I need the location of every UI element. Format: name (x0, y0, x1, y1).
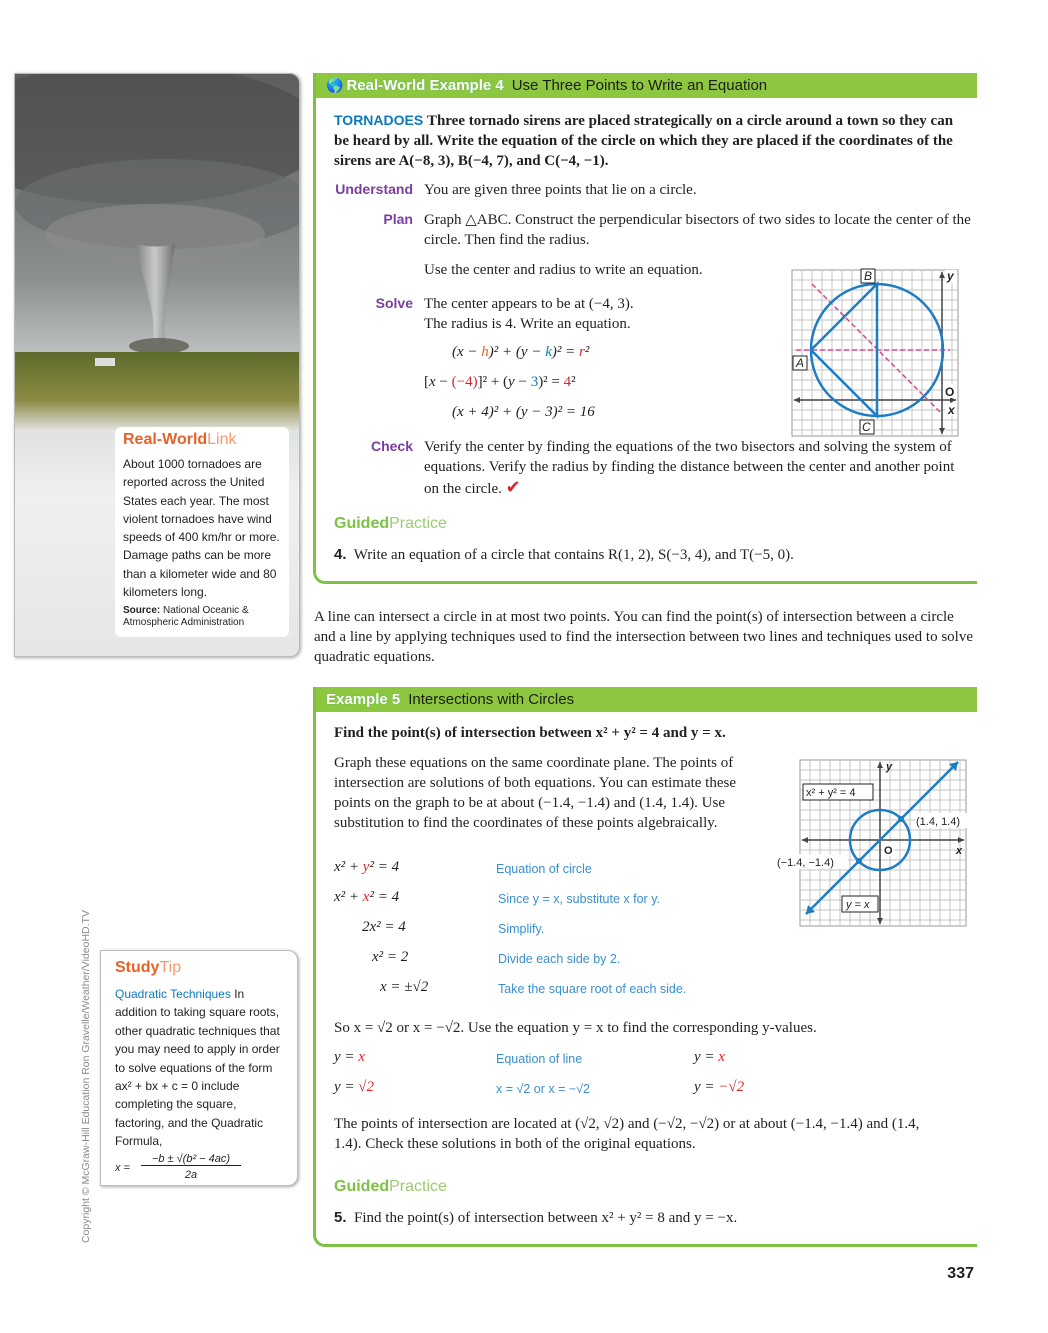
plan-label: Plan (383, 211, 413, 227)
example-5-title: Intersections with Circles (408, 691, 575, 708)
x-axis-label-5: x (956, 845, 963, 857)
example-4-title: Use Three Points to Write an Equation (511, 77, 768, 94)
quadratic-formula (115, 1153, 287, 1183)
origin-label: O (945, 385, 955, 399)
example-5-problem: Find the point(s) of intersection between x² + y² = 4 and y = x. (334, 725, 726, 741)
example-4-problem (334, 110, 964, 171)
gp-number: 4. (334, 546, 347, 563)
study-tip-box (100, 950, 298, 1186)
y-axis-label-5: y (886, 761, 893, 773)
step-3-eq: 2x² = 4 (362, 919, 406, 935)
formula-numerator: −b ± √(b² − 4ac) (141, 1153, 241, 1166)
equation-result: (x + 4)² + (y − 3)² = 16 (452, 404, 595, 420)
real-world-link-box (115, 427, 289, 637)
title-bold: Real-World (123, 431, 208, 448)
plan-text-1: Graph △ABC. Construct the perpendicular bisectors of two sides to locate the center of the circle. Then find the radius. (424, 212, 971, 248)
equation-general: (x − h)² + (y − k)² = r² (452, 344, 590, 360)
study-tip-heading: Quadratic Techniques (115, 987, 231, 1001)
study-tip-title (115, 959, 287, 977)
point-1-label: (1.4, 1.4) (916, 816, 961, 828)
check-label: Check (370, 438, 413, 454)
step-3-note: Simplify. (498, 922, 545, 936)
step-1-eq: x² + y² = 4 (334, 859, 400, 875)
line-eq-right-1: y = x (694, 1049, 725, 1065)
step-5-note: Take the square root of each side. (498, 982, 687, 996)
plan-text-2: Use the center and radius to write an equation. (424, 262, 703, 278)
step-5-eq: x = ±√2 (380, 979, 429, 995)
real-world-link-body: About 1000 tornadoes are reported across the United States each year. The most violent tornadoes have wind speeds of 400 km/hr or more. Damage paths can be more than a kilometer wide and 80 kilometers long. (123, 457, 280, 600)
solve-text-1: The center appears to be at (−4, 3). (424, 296, 634, 312)
example-5-graph (776, 758, 970, 928)
point-c-label: C (862, 420, 871, 434)
title-light: Link (207, 431, 237, 448)
intro-paragraph: A line can intersect a circle in at most two points. You can find the point(s) of intersection between a circle and a line by applying techniques used to find the intersection between two lines and techniques used to solve quadratic equations. (314, 609, 974, 665)
example-5-label: Example 5 (326, 691, 401, 708)
point-a-label: A (796, 356, 805, 370)
x-axis-label: x (948, 403, 955, 417)
example-4-label: Real-World Example 4 (346, 77, 504, 94)
step-2-eq: x² + x² = 4 (334, 889, 400, 905)
study-tip-body (115, 985, 287, 1151)
line-note-1: Equation of line (496, 1052, 583, 1066)
understand-label: Understand (335, 181, 413, 197)
solve-text-2: The radius is 4. Write an equation. (424, 316, 631, 332)
origin-label-5: O (884, 845, 893, 857)
real-world-link-source (123, 605, 281, 629)
example-4-graph (790, 268, 962, 440)
source-label: Source: (123, 605, 161, 617)
example-5-header (316, 687, 977, 712)
check-body: Verify the center by finding the equations of the two bisectors and solving the system of equations. Verify the radius by finding the distance between the center and another point on the circle. (424, 439, 955, 497)
formula-denominator: 2a (184, 1168, 198, 1181)
step-2-note: Since y = x, substitute x for y. (498, 892, 660, 906)
st-light: Tip (159, 959, 182, 976)
st-bold: Study (115, 959, 160, 976)
point-2-label: (−1.4, −1.4) (777, 857, 834, 869)
s2-data (399, 889, 400, 890)
gp-bold: Guided (334, 515, 390, 532)
guided-practice-5 (334, 1208, 964, 1228)
guided-practice-4 (334, 545, 964, 565)
check-text (424, 437, 959, 499)
y-axis-label: y (947, 269, 954, 283)
step-4-eq: x² = 2 (372, 949, 409, 965)
example-4-header (316, 73, 977, 98)
point-b-label: B (864, 269, 873, 283)
gp5-light: Practice (389, 1178, 447, 1195)
step-4-note: Divide each side by 2. (498, 952, 621, 966)
gp-light: Practice (389, 515, 447, 532)
step-1-note: Equation of circle (496, 862, 592, 876)
understand-text: You are given three points that lie on a circle. (424, 182, 697, 198)
guided-practice-5-title (334, 1178, 447, 1196)
line-eq-right-2: y = −√2 (694, 1079, 745, 1095)
solve-label: Solve (375, 295, 413, 311)
study-tip-text: In addition to taking square roots, other quadratic techniques that you may need to apply in order to solve equations of the form ax² + bx + c = 0 include completing the square, factoring, and the Quadratic Formula, (115, 987, 280, 1149)
circle-label: x² + y² = 4 (806, 787, 856, 799)
so-text: So x = √2 or x = −√2. Use the equation y = x to find the corresponding y-values. (334, 1020, 817, 1036)
line-label: y = x (846, 899, 870, 911)
example-5-graph-text: Graph these equations on the same coordinate plane. The points of intersection are solutions of both equations. You can estimate these points on the graph to be at about (−1.4, −1.4) and (1.4, 1.4). Use substitution to find the coordinates of these points algebraically. (334, 755, 737, 831)
guided-practice-4-title (334, 515, 447, 533)
gp5-bold: Guided (334, 1178, 390, 1195)
gp5-text: Find the point(s) of intersection between x² + y² = 8 and y = −x. (354, 1210, 738, 1226)
topic-label: TORNADOES (334, 112, 424, 128)
source-text: National Oceanic & Atmospheric Administration (123, 605, 249, 629)
problem-text: Three tornado sirens are placed strategically on a circle around a town so they can be heard by all. Write the equation of the circle on which they are placed if the coordinates of the sirens are A(−8, 3), B(−4, 7), and C(−4, −1). (334, 113, 954, 169)
checkmark-icon: ✔ (505, 477, 521, 497)
real-world-link-title (123, 431, 281, 449)
page-number: 337 (947, 1265, 974, 1282)
gp-text: Write an equation of a circle that contains R(1, 2), S(−3, 4), and T(−5, 0). (353, 547, 794, 563)
copyright-credit: Copyright © McGraw-Hill Education Ron Gravelle/Weather/VideoHD.TV (80, 910, 92, 1243)
globe-icon: 🌎 (326, 77, 344, 93)
line-note-2: x = √2 or x = −√2 (496, 1082, 590, 1096)
line-eq-left-2: y = √2 (334, 1079, 375, 1095)
line-eq-left-1: y = x (334, 1049, 365, 1065)
formula-lhs: x = (115, 1161, 130, 1174)
equation-substituted: [x − (−4)]² + (y − 3)² = 4² (424, 374, 576, 390)
photo-sidebar (14, 73, 300, 657)
gp5-number: 5. (334, 1209, 347, 1226)
conclusion: The points of intersection are located at (√2, √2) and (−√2, −√2) or at about (−1.4, −1.4) and (1.4, 1.4). Check these solutions in both of the original equations. (334, 1116, 920, 1152)
s1-data (399, 859, 400, 860)
